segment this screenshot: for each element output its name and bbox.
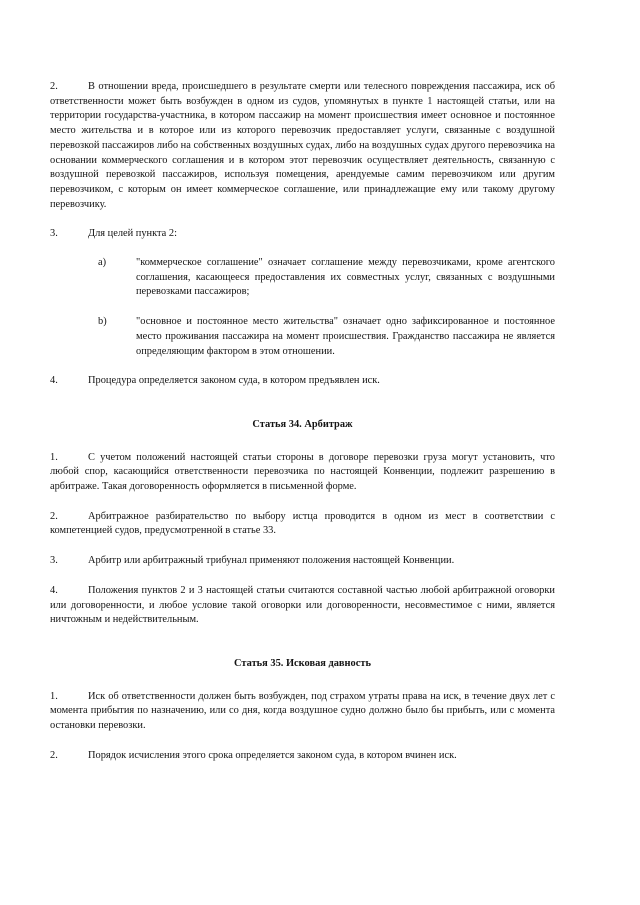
subparagraph-text: "коммерческое соглашение" означает соглашение между перевозчиками, кроме агентского соглашения, касающееся предоставления их совместных услуг, связанных с воздушными перевозками пассажиров; [136, 257, 555, 298]
subparagraph-text: "основное и постоянное место жительства" означает одно зафиксированное и постоянное место проживания пассажира на момент происшествия. Гражданство пассажира не является определяющим фактором в этом отношении. [136, 316, 555, 357]
article-34-heading: Статья 34. Арбитраж [252, 418, 353, 430]
art33-paragraph-2 [50, 80, 555, 212]
paragraph-text: С учетом положений настоящей статьи стороны в договоре перевозки груза могут установить, что любой спор, касающийся ответственности перевозчика по настоящей Конвенции, подлежит разрешению в арбитраже. Такая договоренность оформляется в письменной форме. [50, 451, 555, 493]
paragraph-text: Процедура определяется законом суда, в котором предъявлен иск. [88, 375, 380, 387]
article-35-heading: Статья 35. Исковая давность [234, 657, 371, 669]
art33-paragraph-4 [50, 374, 555, 389]
paragraph-number: 2. [50, 749, 58, 761]
art33-paragraph-3 [50, 227, 555, 242]
paragraph-text: Порядок исчисления этого срока определяется законом суда, в котором вчинен иск. [88, 749, 457, 761]
art35-paragraph-2 [50, 749, 555, 764]
paragraph-number: 2. [50, 510, 58, 522]
paragraph-number: 3. [50, 555, 58, 567]
art35-paragraph-1 [50, 690, 555, 734]
art34-paragraph-2 [50, 510, 555, 539]
subparagraph-label: b) [98, 316, 107, 328]
art34-paragraph-4 [50, 584, 555, 628]
art34-paragraph-1 [50, 451, 555, 495]
paragraph-text: Арбитр или арбитражный трибунал применяют положения настоящей Конвенции. [88, 555, 455, 567]
paragraph-number: 4. [50, 584, 58, 596]
art33-paragraph-3a [98, 256, 555, 300]
paragraph-number: 2. [50, 81, 58, 92]
paragraph-text: Арбитражное разбирательство по выбору истца проводится в одном из мест в соответствии с компетенцией судов, предусмотренной в статье 33. [50, 510, 555, 537]
paragraph-number: 3. [50, 228, 58, 240]
paragraph-text: Положения пунктов 2 и 3 настоящей статьи считаются составной частью любой арбитражной оговорки или договоренности, и любое условие такой оговорки или договоренности, несовместимое с ними, является ничтожным и недействительным. [50, 584, 555, 626]
art33-paragraph-3b [98, 315, 555, 359]
paragraph-text: В отношении вреда, происшедшего в результате смерти или телесного повреждения пассажира, иск об ответственности может быть возбужден в одном из судов, упомянутых в пункте 1 настоящей статьи, или на территории государства-участника, в котором пассажир на момент происшествия имеет основное и постоянное место жительства и в которое или из которого перевозчик предоставляет услуги, связанные с воздушной перевозкой пассажиров либо на собственных воздушных судах, либо на воздушных судах другого перевозчика на основании коммерческого соглашения и в котором этот перевозчик осуществляет деятельность, связанную с воздушной перевозкой пассажиров, используя помещения, арендуемые самим перевозчиком или другим перевозчиком, с которым он имеет коммерческое соглашение, или принадлежащие ему или такому другому перевозчику. [50, 81, 555, 210]
paragraph-number: 4. [50, 375, 58, 387]
art34-paragraph-3 [50, 554, 555, 569]
paragraph-number: 1. [50, 690, 58, 702]
document-page [50, 80, 555, 764]
paragraph-text: Для целей пункта 2: [88, 228, 177, 240]
paragraph-number: 1. [50, 451, 58, 463]
subparagraph-label: a) [98, 257, 107, 269]
paragraph-text: Иск об ответственности должен быть возбужден, под страхом утраты права на иск, в течение двух лет с момента прибытия по назначению, или со дня, когда воздушное судно должно было бы прибыть, или с момента остановки перевозки. [50, 690, 555, 732]
